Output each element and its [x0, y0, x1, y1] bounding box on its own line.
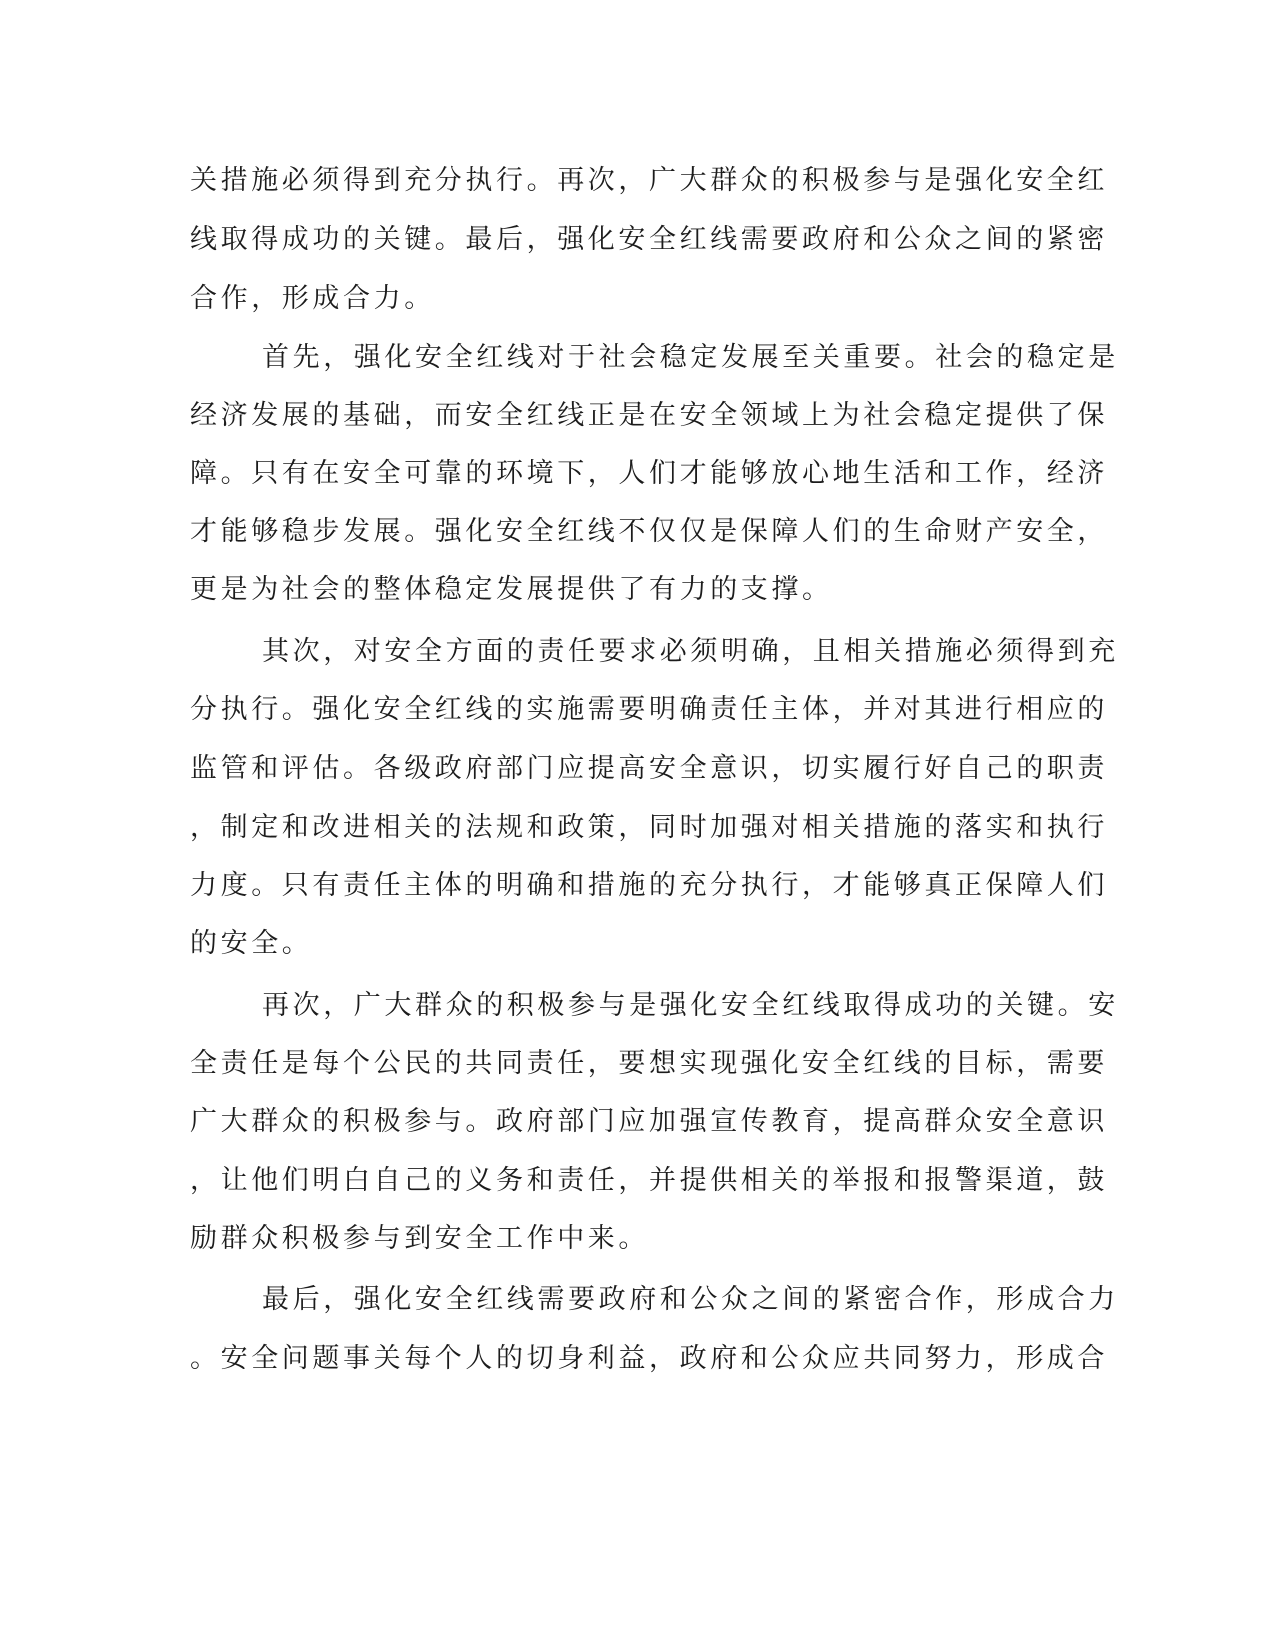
text-line: 更是为社会的整体稳定发展提供了有力的支撑。 [190, 574, 833, 605]
text-line: 经济发展的基础，而安全红线正是在安全领域上为社会稳定提供了保 [190, 400, 1108, 431]
text-line: 全责任是每个公民的共同责任，要想实现强化安全红线的目标，需要 [190, 1048, 1108, 1079]
paragraph-first-line: 最后，强化安全红线需要政府和公众之间的紧密合作，形成合力 [262, 1284, 1119, 1315]
paragraph-first-line: 再次，广大群众的积极参与是强化安全红线取得成功的关键。安 [262, 990, 1119, 1021]
text-line: ，制定和改进相关的法规和政策，同时加强对相关措施的落实和执行 [190, 812, 1108, 843]
paragraph-first-line: 首先，强化安全红线对于社会稳定发展至关重要。社会的稳定是 [262, 342, 1119, 373]
text-line: 力度。只有责任主体的明确和措施的充分执行，才能够真正保障人们 [190, 870, 1108, 901]
text-line: 的安全。 [190, 928, 313, 959]
text-line: 励群众积极参与到安全工作中来。 [190, 1223, 649, 1254]
text-line: 关措施必须得到充分执行。再次，广大群众的积极参与是强化安全红 [190, 165, 1108, 196]
text-line: 障。只有在安全可靠的环境下，人们才能够放心地生活和工作，经济 [190, 458, 1108, 489]
text-line: 线取得成功的关键。最后，强化安全红线需要政府和公众之间的紧密 [190, 224, 1108, 255]
paragraph-first-line: 其次，对安全方面的责任要求必须明确，且相关措施必须得到充 [262, 636, 1119, 667]
text-line: 广大群众的积极参与。政府部门应加强宣传教育，提高群众安全意识 [190, 1106, 1108, 1137]
text-line: ，让他们明白自己的义务和责任，并提供相关的举报和报警渠道，鼓 [190, 1165, 1108, 1196]
text-line: 分执行。强化安全红线的实施需要明确责任主体，并对其进行相应的 [190, 694, 1108, 725]
text-line: 才能够稳步发展。强化安全红线不仅仅是保障人们的生命财产安全， [190, 516, 1108, 547]
text-line: 监管和评估。各级政府部门应提高安全意识，切实履行好自己的职责 [190, 753, 1108, 784]
text-line: 。安全问题事关每个人的切身利益，政府和公众应共同努力，形成合 [190, 1343, 1108, 1374]
text-line: 合作，形成合力。 [190, 283, 435, 314]
